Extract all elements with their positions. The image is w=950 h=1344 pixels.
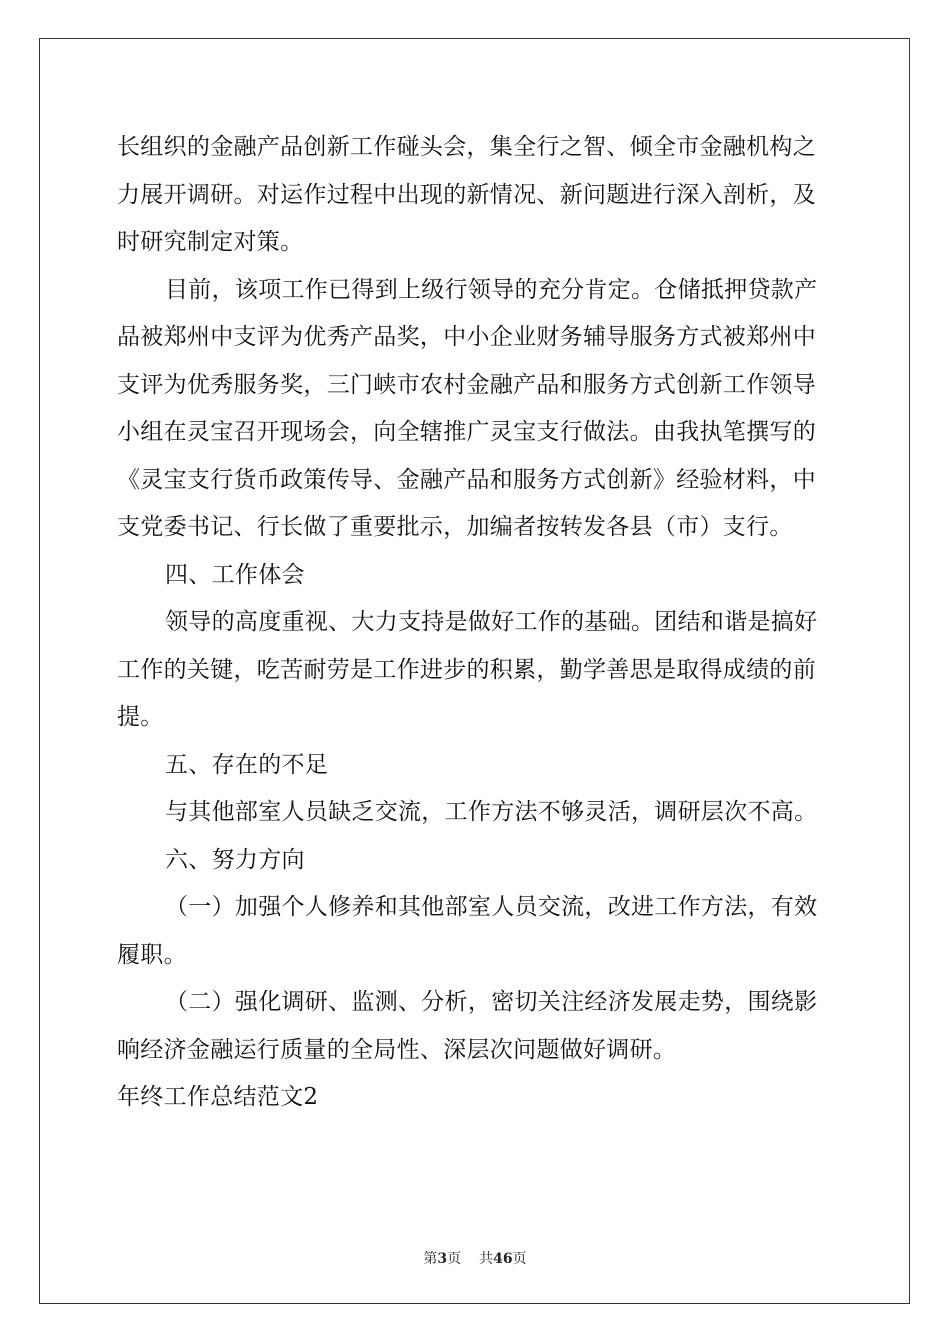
section-heading: 四、工作体会 <box>165 561 305 588</box>
text-line: 与其他部室人员缺乏交流，工作方法不够灵活，调研层次不高。 <box>165 799 818 825</box>
total-suffix: 页 <box>512 1251 527 1267</box>
section-heading: 五、存在的不足 <box>165 751 329 778</box>
page-footer <box>0 1248 950 1268</box>
text-line: 履职。 <box>117 941 187 968</box>
text-line: 时研究制定对策。 <box>117 229 304 255</box>
text-line: 支评为优秀服务奖，三门峡市农村金融产品和服务方式创新工作领导 <box>117 371 816 398</box>
page-number: 3 <box>437 1251 448 1267</box>
total-pages: 46 <box>493 1251 513 1267</box>
document-body <box>117 124 833 1122</box>
text-line: （二）强化调研、监测、分析，密切关注经济发展走势，围绕影 <box>165 989 818 1015</box>
total-prefix: 共 <box>479 1251 494 1267</box>
text-line: 提。 <box>117 704 164 730</box>
text-line: 品被郑州中支评为优秀产品奖，中小企业财务辅导服务方式被郑州中 <box>117 324 816 350</box>
text-line: 响经济金融运行质量的全局性、深层次问题做好调研。 <box>117 1036 677 1063</box>
text-line: （一）加强个人修养和其他部室人员交流，改进工作方法，有效 <box>165 894 818 920</box>
text-line: 《灵宝支行货币政策传导、金融产品和服务方式创新》经验材料，中 <box>117 466 816 493</box>
section-heading: 六、努力方向 <box>165 846 305 873</box>
text-line: 领导的高度重视、大力支持是做好工作的基础。团结和谐是搞好 <box>165 609 818 635</box>
text-line: 小组在灵宝召开现场会，向全辖推广灵宝支行做法。由我执笔撰写的 <box>117 419 816 445</box>
page-prefix: 第 <box>423 1251 438 1267</box>
text-line: 长组织的金融产品创新工作碰头会，集全行之智、倾全市金融机构之 <box>117 134 816 160</box>
document-title: 年终工作总结范文2 <box>117 1084 319 1110</box>
text-line: 工作的关键，吃苦耐劳是工作进步的积累，勤学善思是取得成绩的前 <box>117 656 816 683</box>
text-line: 力展开调研。对运作过程中出现的新情况、新问题进行深入剖析，及 <box>117 181 816 208</box>
text-line: 目前，该项工作已得到上级行领导的充分肯定。仓储抵押贷款产 <box>165 276 818 303</box>
page-suffix: 页 <box>447 1251 462 1267</box>
text-line: 支党委书记、行长做了重要批示，加编者按转发各县（市）支行。 <box>117 514 793 540</box>
